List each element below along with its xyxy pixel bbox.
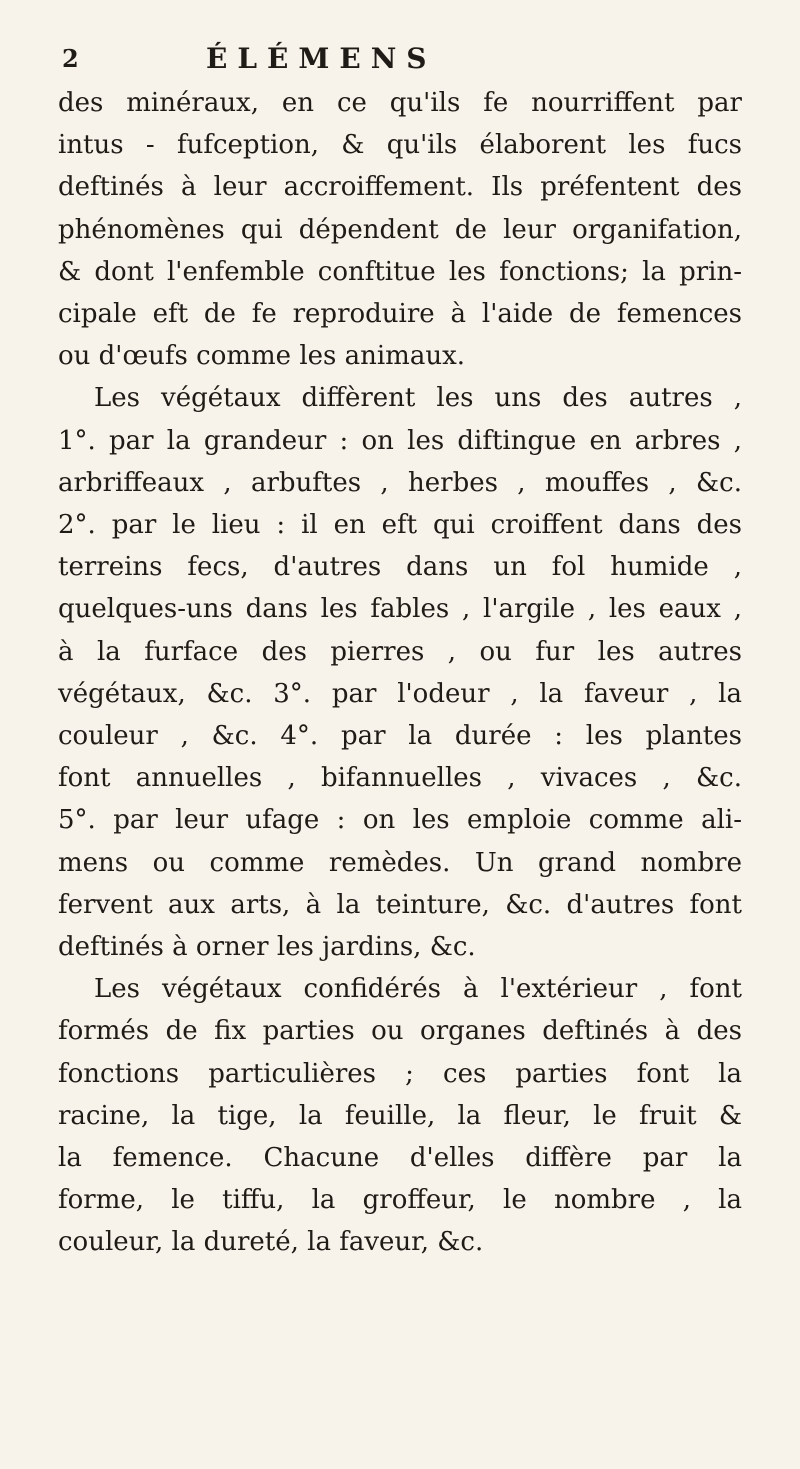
text-line: fonctions particulières ; ces parties font la xyxy=(58,1058,742,1089)
text-line: à la furface des pierres , ou fur les autres xyxy=(58,636,742,667)
text-line: ou d'œufs comme les animaux. xyxy=(58,341,466,372)
text-line: la femence. Chacune d'elles diffère par la xyxy=(58,1143,742,1174)
text-line: 5°. par leur ufage : on les emploie comme ali- xyxy=(58,805,742,836)
text-line: 2°. par le lieu : il en eft qui croiffent dans des xyxy=(58,510,742,541)
text-line: Les végétaux diffèrent les uns des autres , xyxy=(94,383,742,414)
text-line: arbriffeaux , arbuftes , herbes , mouffes , &c. xyxy=(58,467,742,498)
text-line: & dont l'enfemble conftitue les fonctions; la prin- xyxy=(58,256,742,287)
page-number: 2 xyxy=(62,44,79,73)
text-line: cipale eft de fe reproduire à l'aide de femences xyxy=(58,299,742,330)
text-line: font annuelles , bifannuelles , vivaces , &c. xyxy=(58,763,742,794)
running-head xyxy=(58,44,742,82)
text-line: 1°. par la grandeur : on les diftingue en arbres , xyxy=(58,425,742,456)
text-line: forme, le tiffu, la groffeur, le nombre , la xyxy=(58,1185,742,1216)
text-line: racine, la tige, la feuille, la fleur, le fruit & xyxy=(58,1100,742,1131)
text-line: deftinés à leur accroiffement. Ils préfentent des xyxy=(58,172,742,203)
text-line: des minéraux, en ce qu'ils fe nourriffent par xyxy=(58,88,742,118)
text-line: végétaux, &c. 3°. par l'odeur , la faveur , la xyxy=(58,678,742,709)
body-text xyxy=(58,82,742,1264)
text-line: intus - fufception, & qu'ils élaborent les fucs xyxy=(58,130,742,161)
text-line: formés de fix parties ou organes deftinés à des xyxy=(58,1016,742,1047)
text-line: quelques-uns dans les fables , l'argile , les eaux , xyxy=(58,594,742,625)
text-line: mens ou comme remèdes. Un grand nombre xyxy=(58,847,742,878)
text-line: deftinés à orner les jardins, &c. xyxy=(58,932,476,963)
text-line: terreins fecs, d'autres dans un fol humide , xyxy=(58,552,742,583)
text-line: couleur , &c. 4°. par la durée : les plantes xyxy=(58,721,742,752)
text-line: fervent aux arts, à la teinture, &c. d'autres font xyxy=(58,889,742,920)
text-line: phénomènes qui dépendent de leur organifation, xyxy=(58,214,742,245)
text-line: Les végétaux confidérés à l'extérieur , font xyxy=(94,974,742,1005)
running-head-title: ÉLÉMENS xyxy=(206,42,437,75)
text-line: couleur, la dureté, la faveur, &c. xyxy=(58,1227,484,1258)
